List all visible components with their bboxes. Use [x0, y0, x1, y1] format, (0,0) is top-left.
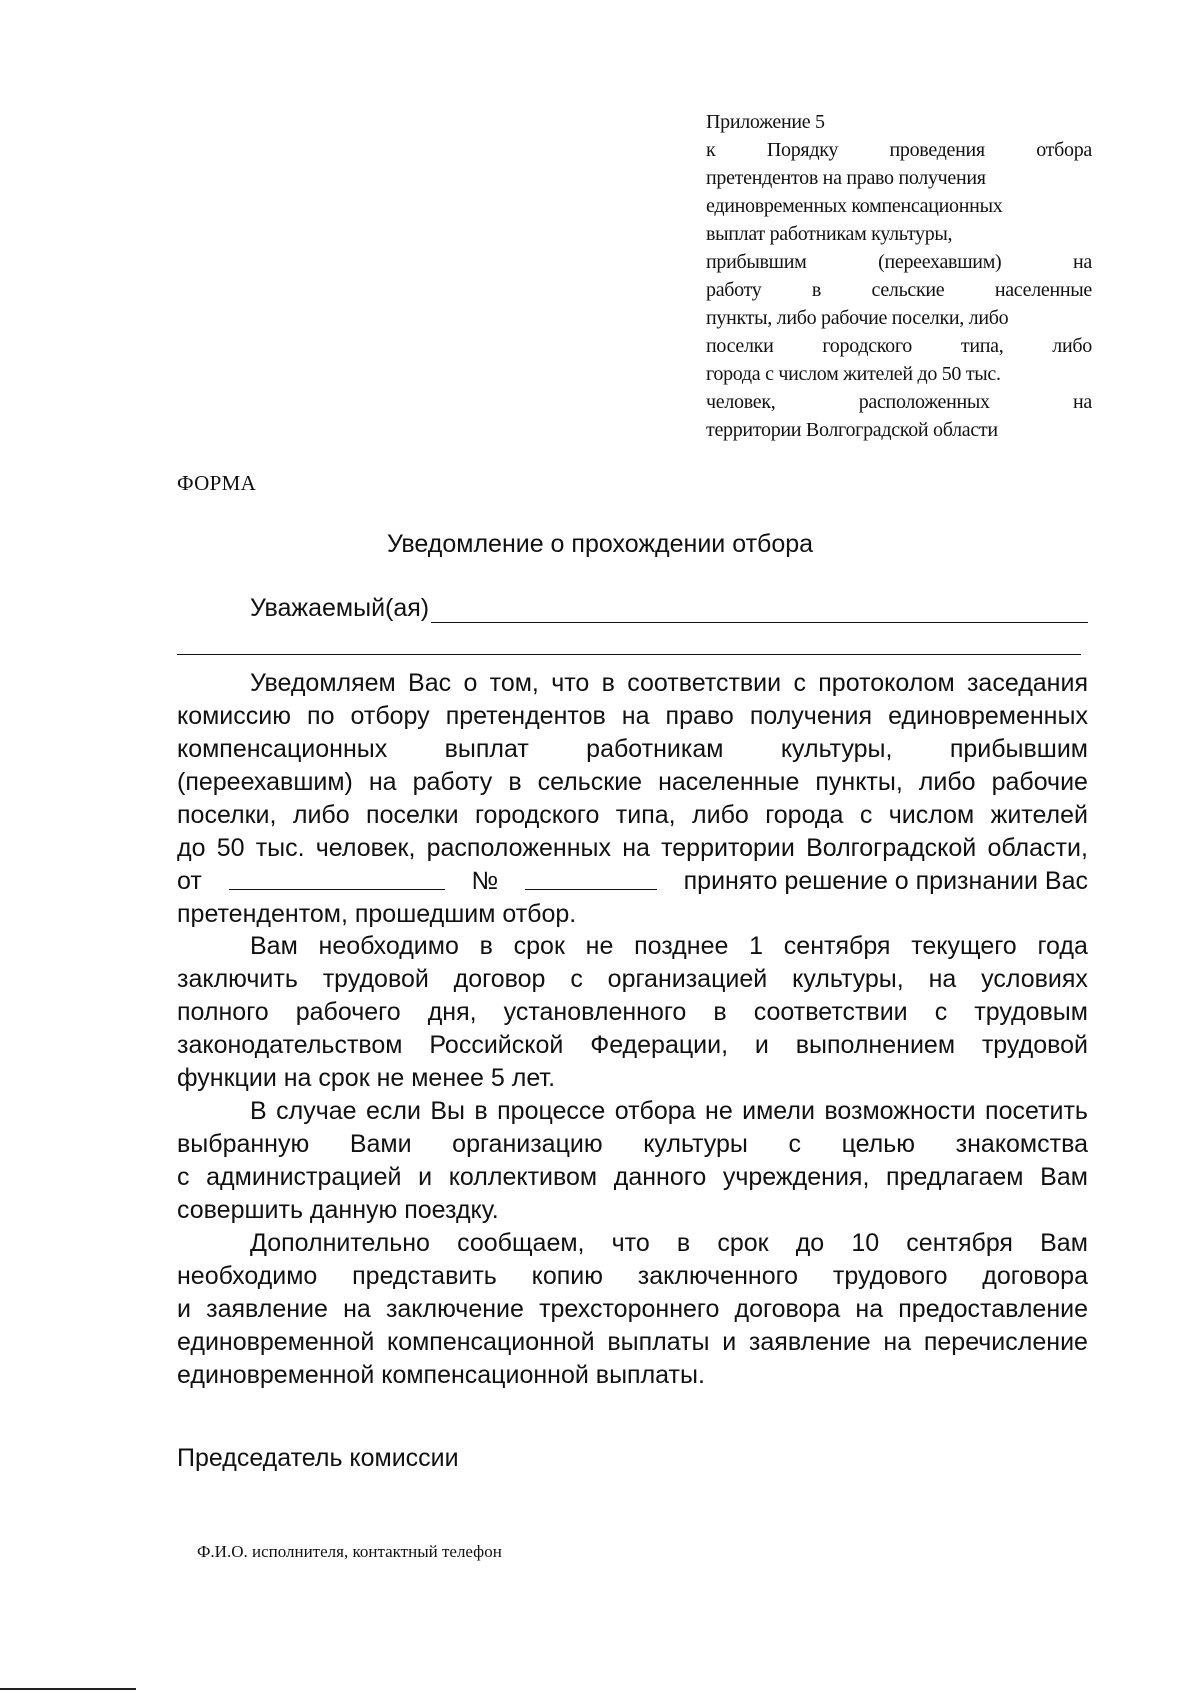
- word: получения: [749, 702, 873, 730]
- word: числом: [888, 801, 975, 829]
- word: единовременной: [177, 1328, 375, 1356]
- word: необходимо: [177, 1262, 318, 1290]
- word: территории: [661, 834, 795, 862]
- word: возможности: [824, 1097, 976, 1125]
- text-line: [177, 1293, 1088, 1326]
- word: предоставление: [898, 1295, 1088, 1323]
- word: Вами: [349, 1130, 412, 1158]
- word: территории Волгоградской области: [706, 419, 998, 441]
- word: населенные: [658, 768, 800, 796]
- text-line: [177, 1095, 1088, 1128]
- executor-note: Ф.И.О. исполнителя, контактный телефон: [197, 1542, 502, 1561]
- paragraph-notification: [177, 667, 1088, 931]
- text-line: [177, 1128, 1088, 1161]
- word: (переехавшим): [177, 768, 353, 796]
- word: случае: [276, 1097, 357, 1125]
- word: работникам: [586, 735, 724, 763]
- word: заявление: [206, 1295, 328, 1323]
- word: с: [934, 998, 948, 1026]
- word: сентября: [783, 932, 891, 960]
- word: прибывшим: [706, 251, 807, 273]
- text-line: [706, 360, 1092, 388]
- word: на: [368, 768, 397, 796]
- word: культуры: [643, 1130, 748, 1158]
- word: о: [463, 669, 478, 697]
- word: сообщаем,: [457, 1229, 585, 1257]
- word: знакомства: [955, 1130, 1088, 1158]
- text-line: [177, 1326, 1088, 1359]
- word: человек,: [706, 391, 776, 413]
- word: заявление: [748, 1328, 871, 1356]
- word: трудового: [832, 1262, 948, 1290]
- word: имели: [742, 1097, 815, 1125]
- word: типа,: [960, 335, 1004, 357]
- word: рабочего: [295, 998, 401, 1026]
- word: выполнением: [795, 1031, 956, 1059]
- word: к: [706, 139, 716, 161]
- word: в: [474, 1097, 488, 1125]
- word: трудовой: [981, 1031, 1088, 1059]
- paragraph-contract-deadline-last-text: функции на срок не менее 5 лет.: [177, 1064, 556, 1092]
- text-line: [177, 1029, 1088, 1062]
- text-line: [706, 136, 1092, 164]
- word: с: [788, 1130, 801, 1158]
- greeting-label: Уважаемый(ая): [250, 594, 430, 622]
- word: договора: [734, 1295, 841, 1323]
- word: Вам: [1040, 1163, 1088, 1191]
- word: единовременных компенсационных: [706, 195, 1003, 217]
- word: выбранную: [177, 1130, 310, 1158]
- word: Российской: [429, 1031, 564, 1059]
- word: в: [479, 932, 493, 960]
- word: с: [177, 1163, 190, 1191]
- word: поселки: [706, 335, 774, 357]
- word: тыс.: [255, 834, 305, 862]
- text-line: [706, 248, 1092, 276]
- word: не: [585, 932, 614, 960]
- word: том,: [489, 669, 539, 697]
- word: необходимо: [318, 932, 459, 960]
- word: с: [793, 669, 806, 697]
- word: договор: [453, 965, 546, 993]
- word: на: [883, 1328, 912, 1356]
- annex-heading: Приложение 5: [706, 111, 825, 133]
- word: в: [676, 1229, 691, 1257]
- word: В: [250, 1097, 267, 1125]
- word: заключить: [177, 965, 298, 993]
- word: культуры,: [780, 735, 893, 763]
- word: в: [713, 998, 727, 1026]
- word: Дополнительно: [250, 1229, 430, 1257]
- word: перечисление: [923, 1328, 1088, 1356]
- word: отбору: [350, 702, 430, 730]
- word: и: [418, 1163, 433, 1191]
- protocol-number-blank: [525, 865, 657, 890]
- decision-text: принято решение о признании Вас: [683, 867, 1088, 895]
- word: пункты,: [815, 768, 903, 796]
- word: рабочие: [991, 768, 1088, 796]
- word: полного: [177, 998, 269, 1026]
- text-line: [177, 996, 1088, 1029]
- document-title: Уведомление о прохождении отбора: [386, 530, 814, 558]
- word: компенсационных: [177, 735, 388, 763]
- text-line: [706, 164, 1092, 192]
- decision-line: [177, 865, 1088, 898]
- word: и: [754, 1031, 769, 1059]
- word: на: [1073, 251, 1092, 273]
- paragraph-documents-last-line: [177, 1359, 1088, 1392]
- word: сельские: [871, 279, 945, 301]
- paragraph-notification-last-text: претендентом, прошедшим отбор.: [177, 900, 577, 928]
- text-line: [177, 930, 1088, 963]
- word: выплат работникам культуры,: [706, 223, 953, 245]
- text-line: [706, 332, 1092, 360]
- text-line: [177, 766, 1088, 799]
- word: Федерации,: [590, 1031, 729, 1059]
- word: срок: [717, 1229, 769, 1257]
- word: с: [570, 965, 583, 993]
- word: жителей: [990, 801, 1088, 829]
- word: установленного: [503, 998, 687, 1026]
- word: работу: [706, 279, 762, 301]
- word: города: [765, 801, 844, 829]
- word: либо: [1052, 335, 1092, 357]
- word: и: [177, 1295, 191, 1323]
- word: представить: [352, 1262, 497, 1290]
- word: Вас: [408, 669, 452, 697]
- text-line: [706, 416, 1092, 444]
- word: соответствии: [627, 669, 782, 697]
- text-line: [177, 667, 1088, 700]
- word: на: [622, 834, 650, 862]
- word: заседания: [966, 669, 1088, 697]
- word: и: [722, 1328, 737, 1356]
- word: что: [551, 669, 590, 697]
- word: право: [665, 702, 734, 730]
- word: условиях: [981, 965, 1088, 993]
- word: работу: [412, 768, 493, 796]
- word: договора: [982, 1262, 1088, 1290]
- text-line: [706, 276, 1092, 304]
- word: данного: [613, 1163, 707, 1191]
- word: Уведомляем: [250, 669, 396, 697]
- word: пункты, либо рабочие поселки, либо: [706, 307, 1009, 329]
- word: проведения: [889, 139, 985, 161]
- word: организацию: [452, 1130, 603, 1158]
- word: типа,: [615, 801, 676, 829]
- word: заключенного: [637, 1262, 799, 1290]
- word: компенсационной: [387, 1328, 595, 1356]
- word: городского: [822, 335, 912, 357]
- text-line: [177, 700, 1088, 733]
- word: срок: [513, 932, 565, 960]
- word: организацией: [607, 965, 768, 993]
- word: на: [343, 1295, 371, 1323]
- word: трудовым: [974, 998, 1088, 1026]
- word: культуры,: [792, 965, 904, 993]
- word: поселки,: [177, 801, 277, 829]
- word: расположенных: [426, 834, 612, 862]
- word: либо: [918, 768, 976, 796]
- word: прибывшим: [949, 735, 1088, 763]
- greeting-line: [250, 594, 1088, 623]
- word: коллективом: [448, 1163, 598, 1191]
- word: Вам: [1040, 1229, 1088, 1257]
- word: 50: [216, 834, 245, 862]
- word: протоколом: [818, 669, 955, 697]
- text-line: [177, 1227, 1088, 1260]
- word: года: [1037, 932, 1088, 960]
- word: человек,: [315, 834, 416, 862]
- text-line: [177, 963, 1088, 996]
- word: копию: [531, 1262, 603, 1290]
- word: поселки: [366, 801, 459, 829]
- paragraph-documents-lines: [177, 1227, 1088, 1359]
- paragraph-visit-lines: [177, 1095, 1088, 1194]
- word: не: [705, 1097, 733, 1125]
- word: если: [365, 1097, 421, 1125]
- word: процессе: [497, 1097, 606, 1125]
- paragraph-notification-last-line: [177, 898, 1088, 931]
- word: посетить: [985, 1097, 1088, 1125]
- word: выплат: [444, 735, 529, 763]
- word: заключение: [385, 1295, 524, 1323]
- paragraph-contract-deadline: [177, 930, 1088, 1095]
- paragraph-contract-deadline-lines: [177, 930, 1088, 1062]
- annex-block: [706, 108, 1092, 444]
- word: области,: [987, 834, 1088, 862]
- paragraph-documents-last-text: единовременной компенсационной выплаты.: [177, 1361, 705, 1389]
- text-line: [706, 192, 1092, 220]
- word: в: [811, 279, 822, 301]
- paragraph-visit-last-text: совершить данную поездку.: [177, 1196, 499, 1224]
- word: претендентов на право получения: [706, 167, 986, 189]
- paragraph-notification-lines: [177, 667, 1088, 865]
- text-line: [706, 220, 1092, 248]
- from-label: от: [177, 867, 202, 895]
- recipient-name-blank-continuation: [177, 654, 1081, 655]
- word: населенные: [994, 279, 1092, 301]
- word: на: [855, 1295, 884, 1323]
- word: Вам: [250, 932, 298, 960]
- word: до: [177, 834, 206, 862]
- word: на: [928, 965, 957, 993]
- word: текущего: [911, 932, 1017, 960]
- word: предлагаем: [886, 1163, 1024, 1191]
- word: городского: [474, 801, 600, 829]
- text-line: [177, 1260, 1088, 1293]
- word: претендентов: [445, 702, 606, 730]
- text-line: [706, 304, 1092, 332]
- word: (переехавшим): [878, 251, 1002, 273]
- word: в: [601, 669, 615, 697]
- word: сельские: [537, 768, 643, 796]
- word: законодательством: [177, 1031, 403, 1059]
- word: до: [795, 1229, 825, 1257]
- word: 10: [851, 1229, 880, 1257]
- word: в: [508, 768, 522, 796]
- text-line: [177, 1161, 1088, 1194]
- text-line: [706, 388, 1092, 416]
- word: по: [307, 702, 335, 730]
- page-edge-mark: [0, 1688, 136, 1690]
- word: трехстороннего: [539, 1295, 720, 1323]
- paragraph-visit-last-line: [177, 1194, 1088, 1227]
- word: Волгоградской: [806, 834, 977, 862]
- word: расположенных: [858, 391, 990, 413]
- word: позднее: [634, 932, 729, 960]
- word: 1: [749, 932, 764, 960]
- word: комиссию: [177, 702, 291, 730]
- number-sign: №: [471, 867, 499, 895]
- word: выплаты: [607, 1328, 710, 1356]
- paragraph-documents: [177, 1227, 1088, 1392]
- word: города с числом жителей до 50 тыс.: [706, 363, 1001, 385]
- word: Вы: [430, 1097, 465, 1125]
- text-line: [177, 832, 1088, 865]
- word: что: [611, 1229, 650, 1257]
- word: администрацией: [206, 1163, 402, 1191]
- word: отбора: [614, 1097, 696, 1125]
- word: сентября: [906, 1229, 1013, 1257]
- word: соответствии: [753, 998, 908, 1026]
- word: учреждения,: [722, 1163, 870, 1191]
- word: либо: [292, 801, 350, 829]
- text-line: [177, 799, 1088, 832]
- signature-chairman: Председатель комиссии: [177, 1444, 459, 1472]
- word: трудовой: [322, 965, 429, 993]
- word: отбора: [1036, 139, 1092, 161]
- paragraph-contract-deadline-last-line: [177, 1062, 1088, 1095]
- word: Порядку: [766, 139, 839, 161]
- form-label: ФОРМА: [177, 471, 257, 495]
- paragraph-visit: [177, 1095, 1088, 1227]
- word: на: [621, 702, 650, 730]
- word: единовременных: [888, 702, 1088, 730]
- word: с: [859, 801, 873, 829]
- word: целью: [841, 1130, 916, 1158]
- annex-text: [706, 136, 1092, 444]
- word: на: [1073, 391, 1092, 413]
- recipient-name-blank: [431, 596, 1088, 623]
- protocol-date-blank: [229, 865, 445, 890]
- text-line: [177, 733, 1088, 766]
- word: дня,: [427, 998, 477, 1026]
- word: либо: [692, 801, 749, 829]
